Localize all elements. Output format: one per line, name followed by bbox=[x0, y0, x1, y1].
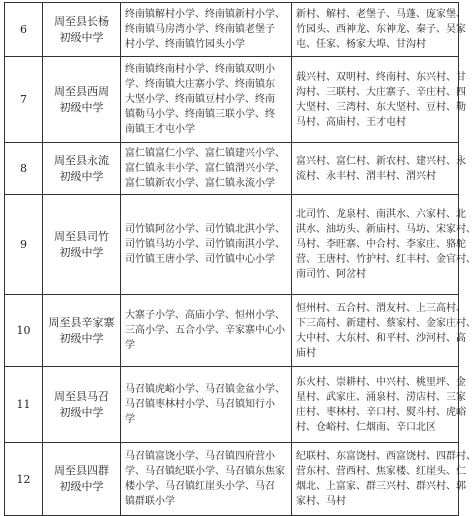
primary-schools-line: 学 bbox=[125, 340, 135, 351]
villages bbox=[292, 443, 476, 516]
primary-schools-line: 司竹镇马坊小学、司竹镇南淇小学、 bbox=[125, 239, 285, 250]
middle-school-name bbox=[43, 57, 121, 143]
middle-school-name-line: 初级中学 bbox=[59, 331, 104, 345]
villages-line: 营、王唐村、竹护村、红丰村、金官村、 bbox=[296, 254, 476, 265]
primary-schools-line: 楼小学、马召镇红崖头小学、马召 bbox=[125, 481, 275, 492]
primary-schools bbox=[121, 295, 292, 367]
middle-school-name-line: 周至县永流 bbox=[54, 153, 109, 167]
villages-line: 竹园头、西神龙、东神龙、秦子、吴家 bbox=[296, 24, 466, 35]
villages-line: 南司竹、阿岔村 bbox=[296, 269, 366, 280]
villages-line: 纪联村、东富饶村、西富饶村、四群村、 bbox=[296, 451, 476, 462]
row-number: 12 bbox=[5, 443, 43, 516]
primary-schools-line: 马召镇虎峪小学、马召镇金盆小学、 bbox=[125, 384, 285, 395]
villages-line: 载兴村、双明村、终南村、东兴村、甘 bbox=[296, 71, 466, 83]
primary-schools bbox=[121, 57, 292, 143]
villages-line: 大坚村、三湾村、东大坚村、豆村、勒 bbox=[296, 101, 466, 113]
primary-schools-line: 南镇王才屯小学 bbox=[125, 124, 195, 135]
primary-schools-line: 学、马召镇纪联小学、马召镇东焦家 bbox=[125, 466, 285, 477]
table-row bbox=[5, 57, 459, 143]
middle-school-name-line: 周至县司竹 bbox=[54, 229, 109, 243]
row-number: 9 bbox=[5, 195, 43, 295]
middle-school-name bbox=[43, 195, 121, 295]
villages-line: 东火村、崇耕村、中兴村、桃里坪、金 bbox=[296, 376, 466, 388]
villages bbox=[292, 143, 466, 195]
primary-schools bbox=[121, 143, 292, 195]
villages-line: 村、仓峪村、仁烟南、辛口北区 bbox=[296, 421, 436, 433]
villages-line: 烟北、上富家、群三兴村、群兴村、郭 bbox=[296, 481, 466, 492]
primary-schools-line: 富仁镇富仁小学、富仁镇建兴小学、 bbox=[125, 148, 285, 159]
table-row bbox=[5, 367, 459, 443]
middle-school-name bbox=[43, 3, 121, 57]
primary-schools-line: 学、终南镇大庄寨小学、终南镇东 bbox=[125, 79, 275, 90]
villages-line: 屯、任家、杨家大埠、甘沟村 bbox=[296, 39, 426, 50]
middle-school-name bbox=[43, 367, 121, 443]
primary-schools-line: 村小学、终南镇竹园头小学 bbox=[125, 39, 245, 50]
middle-school-name-line: 初级中学 bbox=[59, 169, 104, 183]
villages-line: 马村、高庙村、王才屯村 bbox=[296, 116, 406, 128]
primary-schools-line: 富仁镇新农小学、富仁镇永流小学 bbox=[125, 178, 275, 189]
middle-school-name-line: 初级中学 bbox=[59, 405, 104, 419]
villages-line: 流村、永丰村、渭丰村、渭兴村 bbox=[296, 170, 436, 182]
table-row bbox=[5, 443, 459, 516]
villages bbox=[292, 57, 466, 143]
primary-schools-line: 镇勒马小学、终南镇三联小学、终 bbox=[125, 109, 275, 120]
primary-schools bbox=[121, 3, 292, 57]
villages-line: 富兴村、富仁村、新农村、建兴村、永 bbox=[296, 155, 466, 167]
primary-schools-line: 学 bbox=[125, 414, 135, 425]
primary-schools-line: 终南镇解村小学、终南镇新村小学、 bbox=[125, 9, 285, 20]
villages bbox=[292, 195, 476, 295]
villages-line: 庄村、枣林村、辛口村、熨斗村、虎峪 bbox=[296, 406, 466, 418]
villages bbox=[292, 295, 476, 367]
primary-schools-line: 马召镇富饶小学、马召镇四府营小 bbox=[125, 451, 275, 462]
school-district-table bbox=[4, 2, 476, 516]
middle-school-name-line: 初级中学 bbox=[59, 100, 104, 114]
primary-schools-line: 富仁镇永丰小学、富仁镇渭兴小学、 bbox=[125, 163, 285, 174]
row-number: 6 bbox=[5, 3, 43, 57]
villages-line: 下三高村、新建村、蔡家村、金家庄村、 bbox=[296, 317, 476, 329]
middle-school-name-line: 初级中学 bbox=[59, 30, 104, 44]
middle-school-name-line: 初级中学 bbox=[59, 245, 104, 259]
primary-schools-line: 大寨子小学、高庙小学、恒州小学、 bbox=[125, 310, 285, 321]
primary-schools bbox=[121, 367, 292, 443]
primary-schools-line: 大坚小学、终南镇豆村小学、终南 bbox=[125, 94, 275, 105]
villages-line: 营东村、营西村、焦家楼、红崖头、仁 bbox=[296, 466, 466, 477]
primary-schools-line: 马召镇枣林村小学、马召镇知行小 bbox=[125, 399, 275, 410]
row-number: 7 bbox=[5, 57, 43, 143]
villages bbox=[292, 367, 466, 443]
table-row bbox=[5, 195, 459, 295]
table-row bbox=[5, 3, 459, 57]
table-row bbox=[5, 143, 459, 195]
villages-line: 星村、武家庄、涌泉村、涝店村、三家 bbox=[296, 391, 466, 403]
primary-schools-line: 三高小学、五合小学、辛家寨中心小 bbox=[125, 325, 285, 336]
primary-schools bbox=[121, 443, 292, 516]
middle-school-name bbox=[43, 295, 121, 367]
primary-schools-line: 终南镇终南村小学、终南镇双明小 bbox=[125, 64, 275, 75]
row-number: 11 bbox=[5, 367, 43, 443]
middle-school-name-line: 周至县马召 bbox=[54, 389, 109, 403]
middle-school-name-line: 周至县辛家寨 bbox=[48, 315, 115, 329]
middle-school-name-line: 初级中学 bbox=[59, 480, 104, 493]
middle-school-name-line: 周至县四群 bbox=[54, 464, 109, 477]
villages-line: 淇水、油坊头、新庙村、马坊、宋家村、 bbox=[296, 224, 476, 235]
villages-line: 大中村、大东村、和平村、沙河村、高 bbox=[296, 332, 466, 344]
primary-schools-line: 镇群联小学 bbox=[125, 496, 175, 507]
villages-line: 新村、解村、老堡子、马蓬、庞家堡、 bbox=[296, 9, 466, 20]
villages-line: 马村、李旺寨、中合村、李家庄、骆驼 bbox=[296, 239, 466, 250]
primary-schools-line: 司竹镇阿岔小学、司竹镇北淇小学、 bbox=[125, 224, 285, 235]
primary-schools-line: 终南镇马房湾小学、终南镇老堡子 bbox=[125, 24, 275, 35]
middle-school-name-line: 周至县长杨 bbox=[54, 14, 109, 28]
villages-line: 恒州村、五合村、渭友村、上三高村、 bbox=[296, 302, 466, 314]
row-number: 10 bbox=[5, 295, 43, 367]
villages-line: 北司竹、龙泉村、南淇水、六家村、北 bbox=[296, 209, 466, 220]
middle-school-name bbox=[43, 443, 121, 516]
primary-schools-line: 司竹镇王唐小学、司竹镇中心小学 bbox=[125, 254, 275, 265]
villages-line: 家村、马村 bbox=[296, 496, 346, 507]
primary-schools bbox=[121, 195, 292, 295]
middle-school-name-line: 周至县西周 bbox=[54, 84, 109, 98]
row-number: 8 bbox=[5, 143, 43, 195]
villages-line: 庙村 bbox=[296, 347, 316, 359]
villages bbox=[292, 3, 466, 57]
table-row bbox=[5, 295, 459, 367]
middle-school-name bbox=[43, 143, 121, 195]
villages-line: 沟村、三联村、大庄寨子、辛庄村、四 bbox=[296, 86, 466, 98]
